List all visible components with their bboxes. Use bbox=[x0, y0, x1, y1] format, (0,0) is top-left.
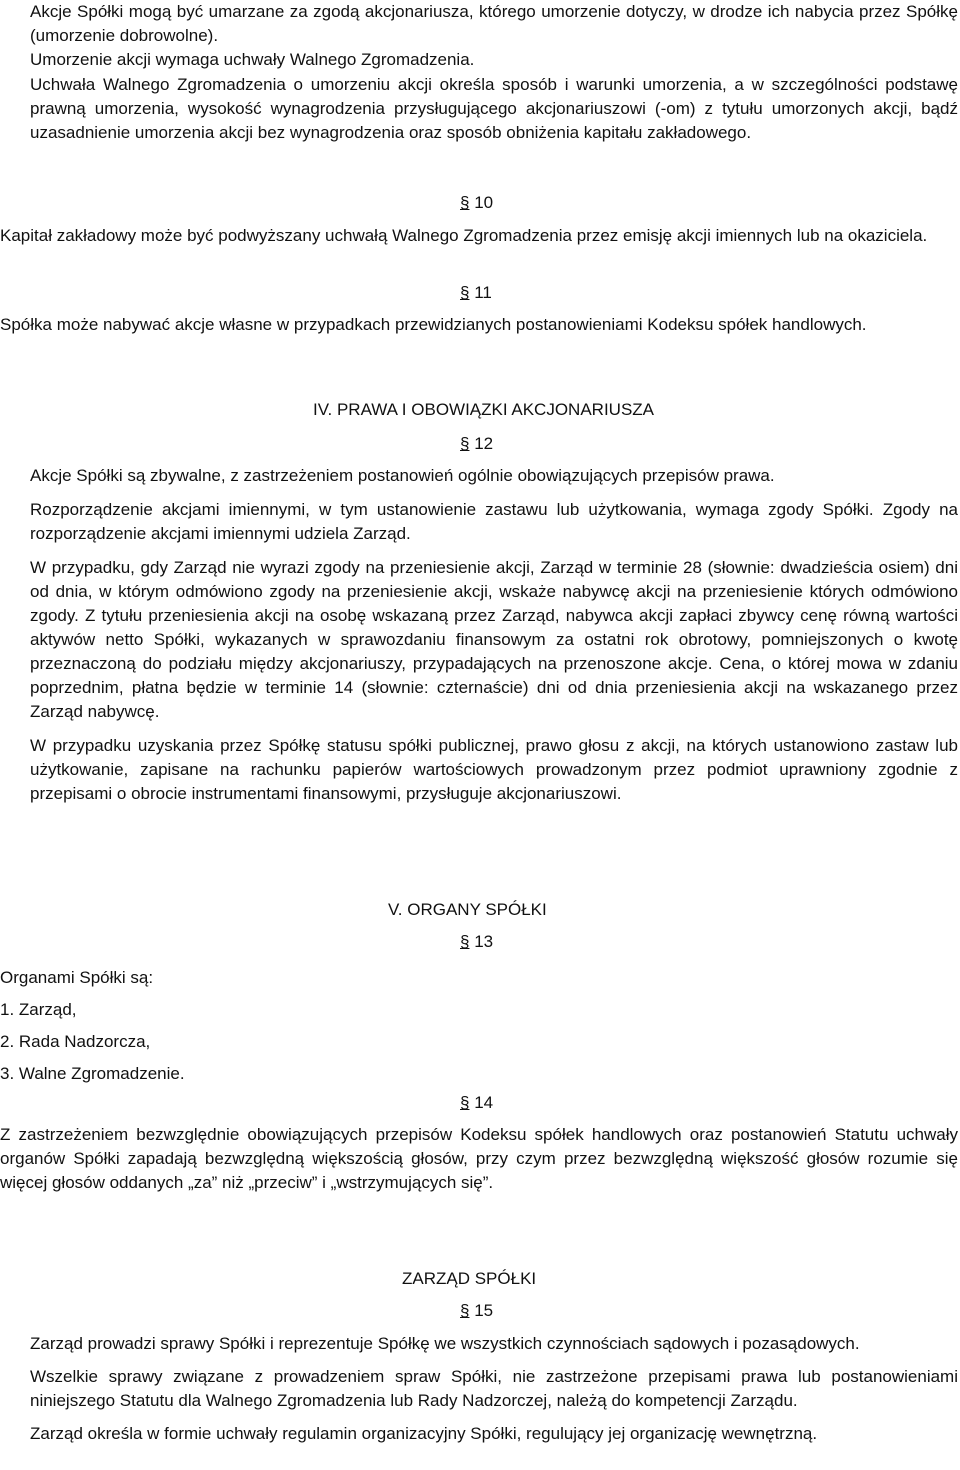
list-item: Rozporządzenie akcjami imiennymi, w tym ustanowienie zastawu lub użytkowania, wymaga zgody Spółki. Zgody na rozporządzenie akcjami imiennymi udziela Zarząd. bbox=[30, 500, 958, 543]
list-item: Wszelkie sprawy związane z prowadzeniem spraw Spółki, nie zastrzeżone przepisami prawa lub postanowieniami niniejszego Statutu dla Walnego Zgromadzenia lub Rady Nadzorczej, należą do kompetencji Zarządu. bbox=[30, 1367, 958, 1410]
paragraph-15-heading: § 15 bbox=[460, 1301, 494, 1320]
list-item: Umorzenie akcji wymaga uchwały Walnego Zgromadzenia. bbox=[30, 50, 475, 69]
paragraph-10-heading: § 10 bbox=[460, 193, 494, 212]
list-item: Zarząd określa w formie uchwały regulamin organizacyjny Spółki, regulujący jej organizację wewnętrzną. bbox=[30, 1424, 818, 1443]
paragraph-15-list bbox=[0, 1332, 958, 1446]
section-9-list bbox=[0, 0, 958, 145]
list-item: W przypadku, gdy Zarząd nie wyrazi zgody na przeniesienie akcji, Zarząd w terminie 28 (słownie: dwadzieścia osiem) dni od dnia, w którym odmówiono zgody na przeniesienie akcji, wskaże nabywcę akcji na przeniesienie których odmówiono zgody. Z tytułu przeniesienia akcji na osobę wskazaną przez Zarząd, nabywca akcji zapłaci zbywcy cenę równą wartości aktywów netto Spółki, wykazanych w sprawozdaniu finansowym za ostatni rok obrotowy, pomniejszonych o kwotę przeznaczoną do podziału między akcjonariuszy, przypadających na przenoszone akcje. Cena, o której mowa w zdaniu poprzednim, płatna będzie w terminie 14 (słownie: czternaście) dni od dnia przeniesienia akcji na wskazanego przez Zarząd nabywcę. bbox=[30, 558, 958, 721]
chapter-5-title: V. ORGANY SPÓŁKI bbox=[388, 900, 547, 919]
paragraph-10-text: Kapitał zakładowy może być podwyższany uchwałą Walnego Zgromadzenia przez emisję akcji imiennych lub na okaziciela. bbox=[0, 226, 928, 245]
paragraph-14-text: Z zastrzeżeniem bezwzględnie obowiązujących przepisów Kodeksu spółek handlowych oraz postanowień Statutu uchwały organów Spółki zapadają bezwzględną większością głosów, przy czym przez bezwzględną większość głosów rozumie się więcej głosów oddanych „za” niż „przeciw” i „wstrzymujących się”. bbox=[0, 1125, 958, 1192]
chapter-zarzad-title: ZARZĄD SPÓŁKI bbox=[402, 1269, 537, 1288]
paragraph-13-list: Organami Spółki są: 1. Zarząd, 2. Rada Nadzorcza, 3. Walne Zgromadzenie. bbox=[0, 962, 958, 1090]
list-item: Uchwała Walnego Zgromadzenia o umorzeniu akcji określa sposób i warunki umorzenia, a w szczególności podstawę prawną umorzenia, wysokość wynagrodzenia przysługującego akcjonariuszowi (-om) z tytułu umorzonych akcji, bądź uzasadnienie umorzenia akcji bez wynagrodzenia oraz sposób obniżenia kapitału zakładowego. bbox=[30, 75, 958, 142]
chapter-4-title: IV. PRAWA I OBOWIĄZKI AKCJONARIUSZA bbox=[313, 400, 655, 419]
list-item: Akcje Spółki mogą być umarzane za zgodą akcjonariusza, którego umorzenie dotyczy, w drodze ich nabycia przez Spółkę (umorzenie dobrowolne). bbox=[30, 2, 958, 45]
list-item: Zarząd prowadzi sprawy Spółki i reprezentuje Spółkę we wszystkich czynnościach sądowych i pozasądowych. bbox=[30, 1334, 860, 1353]
paragraph-12-heading: § 12 bbox=[460, 434, 494, 453]
list-item: 3. Walne Zgromadzenie. bbox=[0, 1064, 185, 1083]
list-item: 1. Zarząd, bbox=[0, 1000, 77, 1019]
paragraph-11-heading: § 11 bbox=[460, 283, 492, 302]
list-item: 2. Rada Nadzorcza, bbox=[0, 1032, 151, 1051]
paragraph-13-heading: § 13 bbox=[460, 932, 494, 951]
paragraph-11-text: Spółka może nabywać akcje własne w przypadkach przewidzianych postanowieniami Kodeksu spółek handlowych. bbox=[0, 315, 867, 334]
list-item: W przypadku uzyskania przez Spółkę statusu spółki publicznej, prawo głosu z akcji, na których ustanowiono zastaw lub użytkowanie, zapisane na rachunku papierów wartościowych prowadzonym przez podmiot uprawniony zgodnie z przepisami o obrocie instrumentami finansowymi, przysługuje akcjonariuszowi. bbox=[30, 736, 958, 803]
paragraph-12-list bbox=[0, 464, 958, 806]
list-item: Akcje Spółki są zbywalne, z zastrzeżeniem postanowień ogólnie obowiązujących przepisów prawa. bbox=[30, 466, 775, 485]
paragraph-14-heading: § 14 bbox=[460, 1093, 494, 1112]
